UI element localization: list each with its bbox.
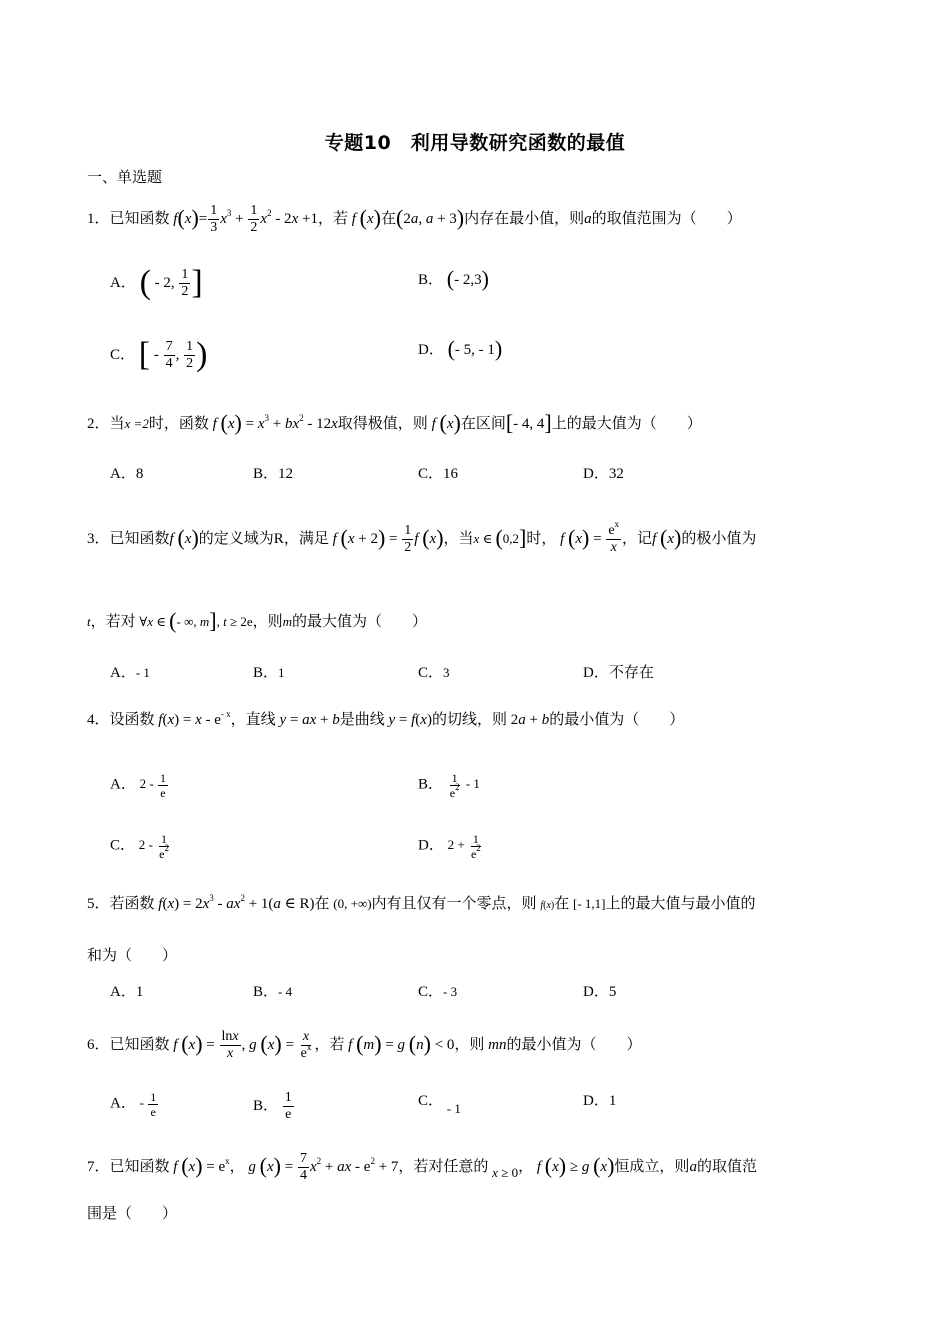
- question-7-line-2: 围是（ ）: [87, 1206, 178, 1222]
- question-number: 4．: [87, 712, 110, 728]
- question-text: 的最小值为（ ）: [506, 1036, 642, 1053]
- option-d[interactable]: D．32: [583, 466, 624, 482]
- question-6: [87, 1030, 642, 1061]
- formula-interval: (2a, a + 3): [395, 204, 465, 230]
- option-formula: 2 + $\frac{1}{e^2}$: [447, 832, 481, 861]
- option-b[interactable]: [253, 1091, 295, 1122]
- formula-target: 2a + b: [510, 712, 550, 728]
- option-formula: [ - $\frac{7}{4}$ , $\frac{1}{2}$ ): [138, 335, 208, 373]
- formula-f: $f(x) = x - e^{- x}$: [158, 709, 231, 728]
- option-label: A．: [110, 665, 136, 681]
- question-text: 设函数: [109, 712, 155, 728]
- question-number: 6．: [87, 1036, 110, 1053]
- question-text: ，若对: [90, 614, 136, 630]
- formula-g: g (x) = $\frac{7}{4}$ $x^2$ + ax - $e^2 + 7$: [248, 1151, 399, 1183]
- option-a[interactable]: [110, 772, 169, 799]
- option-a[interactable]: [110, 663, 150, 683]
- option-value: - 1: [135, 665, 150, 680]
- formula-domain: x ∈ (0,2]: [473, 524, 527, 550]
- formula-curve: y = f(x): [388, 712, 432, 728]
- formula-line: y = ax + b: [279, 712, 340, 728]
- question-text: 时，: [526, 530, 557, 547]
- option-label: A．: [110, 274, 136, 291]
- question-number: 5．: [87, 896, 110, 912]
- question-text: ，若: [317, 210, 348, 227]
- option-formula: $\frac{1}{e^2}$ - 1: [449, 771, 480, 800]
- question-number: 7．: [87, 1158, 110, 1175]
- formula-fx: f (x): [652, 524, 682, 550]
- option-label: B．: [418, 776, 444, 793]
- formula-f: f $(x) = e^x$: [173, 1152, 230, 1178]
- question-text: 的最大值为（ ）: [292, 614, 428, 630]
- formula-interval: (0, +∞): [333, 896, 372, 911]
- formula-condition: f (m) = g (n) < 0: [348, 1030, 455, 1056]
- option-value: 3: [443, 665, 450, 680]
- question-text: 的取值范围为（ ）: [591, 210, 742, 227]
- option-c[interactable]: C．16: [418, 466, 459, 482]
- question-3-line-2: [87, 608, 428, 633]
- option-label: C．: [110, 346, 136, 363]
- question-3: [87, 519, 757, 555]
- option-label: B．: [253, 1097, 279, 1114]
- formula-forall: ∀x ∈ (- ∞, m], t ≥ 2e: [139, 608, 253, 633]
- question-text: 已知函数: [109, 210, 170, 227]
- formula-domain: x ≥ 0: [492, 1164, 519, 1180]
- question-text: 已知函数: [109, 530, 170, 547]
- option-c[interactable]: [418, 1091, 461, 1116]
- option-value: - 3: [443, 984, 458, 999]
- question-text: 的定义域为: [198, 530, 274, 547]
- option-d[interactable]: D．1: [583, 1093, 617, 1109]
- formula-fx: f(x): [540, 900, 555, 911]
- question-text: 若函数: [109, 896, 155, 912]
- option-a[interactable]: A．8: [110, 466, 144, 482]
- option-c[interactable]: [110, 335, 208, 373]
- question-text: 恒成立，则: [614, 1158, 690, 1175]
- option-label: C．: [418, 665, 444, 681]
- page-title: 专题10 利用导数研究函数的最值: [324, 132, 626, 154]
- option-formula: (- 2,3): [446, 266, 489, 291]
- question-number: 2．: [87, 416, 110, 432]
- question-text: ，直线: [230, 712, 276, 728]
- option-b[interactable]: [253, 982, 292, 1002]
- option-formula: - $\frac{1}{e}$: [139, 1090, 157, 1119]
- formula-interval-2: [- 1,1]: [573, 896, 606, 911]
- formula-f: $f(x) = 2x^3 - ax^2 + 1(a$ ∈ R): [158, 893, 315, 912]
- option-label: C．: [110, 837, 136, 854]
- question-text: ，记: [622, 530, 653, 547]
- variable-a: a: [584, 210, 592, 227]
- question-text: 内有且仅有一个零点，则: [371, 896, 537, 912]
- question-number: 3．: [87, 530, 110, 547]
- question-text: 取得极值，则: [337, 416, 428, 432]
- option-a[interactable]: [110, 1091, 159, 1118]
- question-5-line-2: 和为（ ）: [87, 948, 178, 964]
- question-text: 内存在最小值，则: [464, 210, 585, 227]
- question-4: [87, 710, 684, 730]
- option-label: C．: [418, 984, 444, 1000]
- question-text: ，: [229, 1158, 245, 1175]
- question-text: ，满足: [283, 530, 329, 547]
- set-R: R: [273, 530, 284, 547]
- question-text: 在: [554, 896, 570, 912]
- option-a[interactable]: [110, 263, 203, 301]
- option-formula: $\frac{1}{e}$: [284, 1090, 292, 1122]
- formula-interval: [- 4, 4]: [505, 410, 552, 435]
- question-text: ，则: [252, 614, 283, 630]
- question-2: [87, 410, 702, 435]
- formula-f: f $(x) = x^3 + bx^2 - 12x$: [212, 410, 338, 435]
- question-text: 当: [109, 416, 125, 432]
- option-label: D．: [418, 342, 444, 358]
- question-text: ，当: [443, 530, 474, 547]
- option-b[interactable]: B．12: [253, 466, 294, 482]
- question-text: 的切线，则: [431, 712, 507, 728]
- question-number: 1．: [87, 210, 110, 227]
- option-c[interactable]: [110, 833, 172, 860]
- question-1: [87, 204, 742, 235]
- variable-m: m: [282, 614, 292, 629]
- question-text: 在: [380, 210, 396, 227]
- option-formula: 2 - $\frac{1}{e^2}$: [138, 832, 169, 861]
- question-text: 上的最大值为（ ）: [551, 416, 702, 432]
- section-heading: 一、单选题: [87, 170, 163, 186]
- condition: x =2: [124, 416, 149, 431]
- option-d[interactable]: D．5: [583, 984, 617, 1000]
- option-label: C．: [418, 1093, 444, 1109]
- question-text: 的最小值为（ ）: [549, 712, 685, 728]
- question-text: 在区间: [460, 416, 506, 432]
- question-text: ，: [518, 1158, 534, 1175]
- option-d[interactable]: D．不存在: [583, 665, 654, 681]
- question-text: ，若: [314, 1036, 345, 1053]
- option-label: A．: [110, 776, 136, 793]
- option-d[interactable]: [418, 833, 484, 860]
- question-text: 已知函数: [109, 1036, 170, 1053]
- formula-fx: f (x): [169, 524, 199, 550]
- formula-relation: f (x + 2) = $\frac{1}{2}$ f (x): [332, 523, 444, 555]
- option-c[interactable]: [418, 663, 450, 683]
- option-value: - 4: [278, 984, 293, 999]
- option-d[interactable]: [418, 336, 503, 361]
- variable-a: a: [689, 1158, 697, 1175]
- formula-mn: mn: [488, 1036, 507, 1053]
- option-value: 1: [278, 665, 285, 680]
- option-formula: (- 5, - 1): [447, 336, 503, 361]
- question-text: 是曲线: [339, 712, 385, 728]
- question-text: 上的最大值与最小值的: [605, 896, 756, 912]
- formula-fx: f (x): [351, 204, 381, 230]
- question-text: 在: [314, 896, 330, 912]
- option-label: D．: [418, 837, 444, 854]
- option-label: B．: [253, 984, 279, 1000]
- option-value: - 1: [446, 1101, 461, 1116]
- option-label: A．: [110, 1095, 136, 1112]
- question-text: 的极小值为: [681, 530, 757, 547]
- formula-f: f(x)= $\frac{1}{3}$ $x^3$ + $\frac{1}{2}$ $x^2 - 2x +1$: [173, 203, 318, 235]
- formula-f-def: f (x) = $\frac{e^x}{x}$: [560, 519, 620, 555]
- option-formula: 2 - $\frac{1}{e}$: [139, 771, 166, 800]
- question-text: ，则: [454, 1036, 485, 1053]
- option-c[interactable]: [418, 982, 457, 1002]
- option-a[interactable]: A．1: [110, 984, 144, 1000]
- question-text: ，若对任意的: [398, 1158, 489, 1175]
- option-label: B．: [418, 272, 444, 288]
- question-text: 时，函数: [148, 416, 209, 432]
- formula-fx: f (x): [431, 410, 461, 435]
- variable-t: t: [87, 614, 91, 629]
- question-5: [87, 894, 756, 916]
- question-7: [87, 1152, 757, 1183]
- option-b[interactable]: [418, 266, 489, 291]
- option-label: B．: [253, 665, 279, 681]
- question-text: 的取值范: [696, 1158, 757, 1175]
- formula-f-g: f (x) = $\frac{\ln x}{x}$ , g (x) = $\frac{x}{e^x}$: [173, 1029, 312, 1061]
- option-b[interactable]: [253, 663, 285, 683]
- question-text: 已知函数: [109, 1158, 170, 1175]
- option-b[interactable]: [418, 772, 480, 799]
- formula-inequality: f (x) ≥ g (x): [536, 1152, 615, 1178]
- option-formula: ( - 2, $\frac{1}{2}$ ]: [139, 263, 203, 301]
